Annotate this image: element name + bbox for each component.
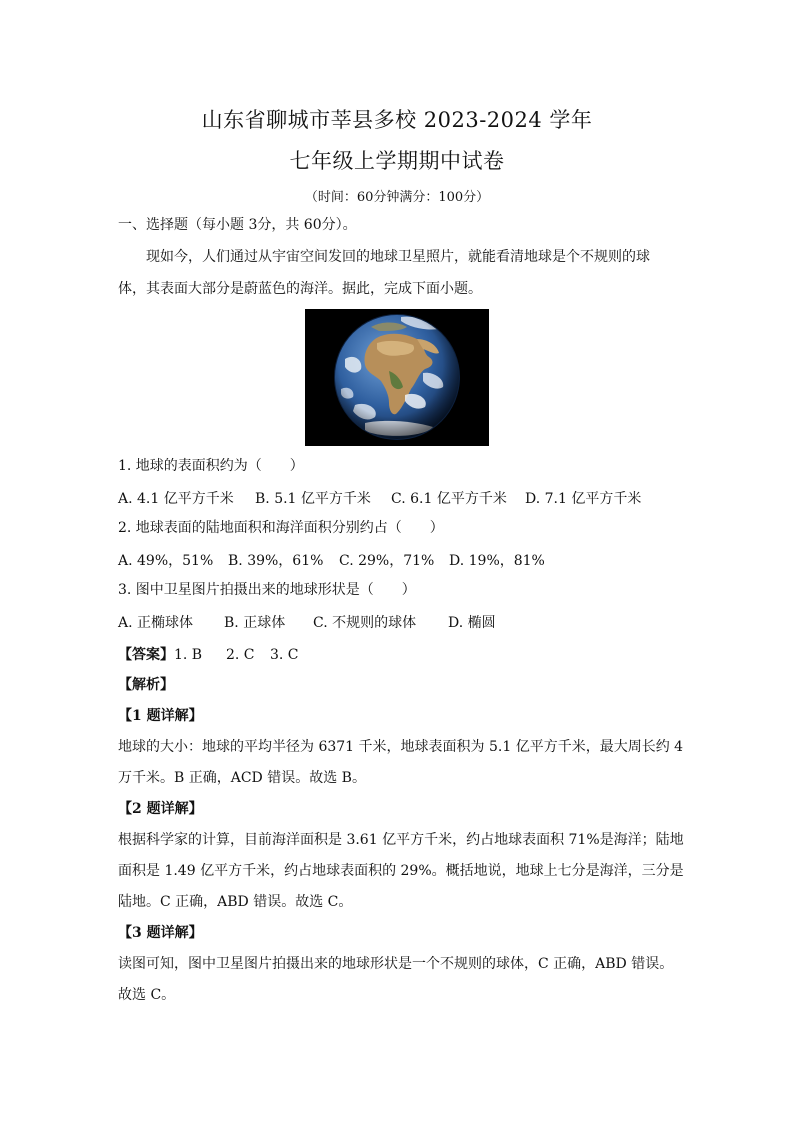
q2-detail-title: 【2 题详解】 bbox=[118, 801, 203, 817]
question-3-option-a[interactable]: A. 正椭球体 bbox=[118, 615, 194, 631]
exam-time-score: （时间：60分钟满分：100分） bbox=[304, 190, 490, 205]
intro-line-2: 体，其表面大部分是蔚蓝色的海洋。据此，完成下面小题。 bbox=[118, 281, 482, 297]
answer-label: 【答案】 bbox=[118, 647, 174, 663]
earth-satellite-photo bbox=[305, 309, 489, 446]
q3-detail-line-2: 故选 C。 bbox=[118, 987, 176, 1003]
question-1-option-d[interactable]: D. 7.1 亿平方千米 bbox=[525, 491, 642, 507]
intro-line-1: 现如今，人们通过从宇宙空间发回的地球卫星照片，就能看清地球是个不规则的球 bbox=[146, 249, 650, 265]
q1-detail-line-1: 地球的大小：地球的平均半径为 6371 千米，地球表面积为 5.1 亿平方千米，最大周长约 4 bbox=[118, 739, 684, 755]
q3-detail-line-1: 读图可知，图中卫星图片拍摄出来的地球形状是一个不规则的球体，C 正确，ABD 错误。 bbox=[118, 956, 674, 972]
question-2-option-c[interactable]: C. 29%，71% bbox=[339, 553, 435, 569]
question-2-option-d[interactable]: D. 19%，81% bbox=[449, 553, 545, 569]
question-2-option-b[interactable]: B. 39%，61% bbox=[228, 553, 324, 569]
question-3-option-d[interactable]: D. 椭圆 bbox=[448, 615, 496, 631]
question-3-stem: 3. 图中卫星图片拍摄出来的地球形状是（ ） bbox=[118, 582, 416, 598]
question-3-option-c[interactable]: C. 不规则的球体 bbox=[313, 615, 417, 631]
q2-detail-line-2: 面积是 1.49 亿平方千米，约占地球表面积的 29%。概括地说，地球上七分是海洋，三分是 bbox=[118, 863, 684, 879]
question-3-options bbox=[118, 612, 496, 632]
question-2-option-a[interactable]: A. 49%，51% bbox=[118, 553, 214, 569]
answer-row bbox=[118, 644, 299, 664]
answer-item-1: 1. B bbox=[174, 647, 203, 663]
answer-item-2: 2. C bbox=[226, 647, 255, 663]
page-title-line2: 七年级上学期期中试卷 bbox=[289, 149, 505, 173]
q2-detail-line-1: 根据科学家的计算，目前海洋面积是 3.61 亿平方千米，约占地球表面积 71%是海洋；陆地 bbox=[118, 832, 684, 848]
answer-item-3: 3. C bbox=[270, 647, 299, 663]
page-title-line1: 山东省聊城市莘县多校 2023-2024 学年 bbox=[201, 108, 593, 132]
q2-detail-line-3: 陆地。C 正确，ABD 错误。故选 C。 bbox=[118, 894, 353, 910]
question-3-option-b[interactable]: B. 正球体 bbox=[224, 615, 286, 631]
earth-globe-icon bbox=[305, 309, 489, 446]
question-1-option-c[interactable]: C. 6.1 亿平方千米 bbox=[391, 491, 507, 507]
q3-detail-title: 【3 题详解】 bbox=[118, 925, 203, 941]
question-2-options bbox=[118, 550, 545, 570]
question-1-option-a[interactable]: A. 4.1 亿平方千米 bbox=[118, 491, 234, 507]
question-1-options bbox=[118, 488, 641, 508]
question-2-stem: 2. 地球表面的陆地面积和海洋面积分别约占（ ） bbox=[118, 520, 444, 536]
question-1-option-b[interactable]: B. 5.1 亿平方千米 bbox=[255, 491, 371, 507]
section-heading: 一、选择题（每小题 3分，共 60分）。 bbox=[118, 217, 357, 233]
question-1-stem: 1. 地球的表面积约为（ ） bbox=[118, 458, 304, 474]
analysis-label: 【解析】 bbox=[118, 677, 174, 693]
q1-detail-line-2: 万千米。B 正确，ACD 错误。故选 B。 bbox=[118, 770, 366, 786]
q1-detail-title: 【1 题详解】 bbox=[118, 708, 203, 724]
